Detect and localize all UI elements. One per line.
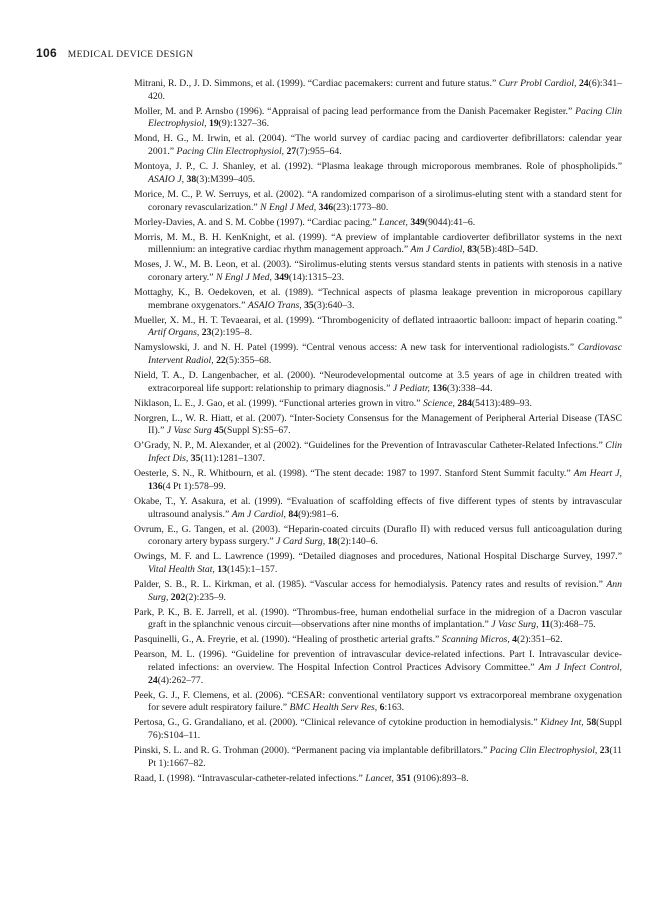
reference-volume: 351 bbox=[396, 772, 411, 784]
reference-journal: Vital Health Stat, bbox=[148, 563, 215, 575]
reference-volume: 23 bbox=[599, 745, 610, 757]
reference-volume: 136 bbox=[148, 480, 163, 492]
reference-journal: Am J Cardiol, bbox=[231, 508, 286, 520]
reference-journal: Pacing Clin Electrophysiol, bbox=[489, 745, 598, 757]
reference-pages: (5413):489–93. bbox=[471, 397, 532, 409]
reference-text: Niklason, L. E., J. Gao, et al. (1999). “Functional arteries grown in vitro.” bbox=[134, 397, 423, 409]
reference-pages: (2):140–6. bbox=[337, 536, 378, 548]
reference-entry bbox=[134, 496, 622, 521]
reference-journal: Am J Cardiol, bbox=[410, 244, 465, 256]
reference-text: Owings, M. F. and L. Lawrence (1999). “Detailed diagnoses and procedures, National Hospital Discharge Survey, 1997.” bbox=[134, 551, 622, 563]
reference-entry bbox=[134, 468, 622, 493]
reference-journal: Curr Probl Cardiol, bbox=[498, 78, 577, 89]
reference-volume: 284 bbox=[457, 397, 472, 409]
reference-pages: (3):468–75. bbox=[550, 619, 596, 631]
reference-pages: (3):640–3. bbox=[313, 299, 355, 311]
reference-journal: Pacing Clin Electrophysiol, bbox=[176, 146, 285, 158]
reference-text: Namyslowski, J. and N. H. Patel (1999). “Central venous access: A new task for interventional radiologists.” bbox=[134, 342, 578, 354]
reference-volume: 84 bbox=[288, 508, 299, 520]
reference-text: Ovrum, E., G. Tangen, et al. (2003). “Heparin-coated circuits (Duraflo II) with reduced versus full anticoagulation during coronary artery bypass surgery.” bbox=[134, 523, 622, 548]
reference-text: Morley-Davies, A. and S. M. Cobbe (1997). “Cardiac pacing.” bbox=[134, 216, 380, 228]
reference-volume: 19 bbox=[208, 118, 219, 130]
reference-volume: 35 bbox=[304, 299, 314, 311]
reference-pages: (4 Pt 1):578–99. bbox=[162, 480, 226, 492]
reference-entry bbox=[134, 315, 622, 340]
reference-pages: (Suppl 76):S104–11. bbox=[148, 717, 623, 742]
reference-journal: N Engl J Med, bbox=[260, 201, 317, 213]
reference-volume: 202 bbox=[170, 591, 186, 603]
reference-volume: 136 bbox=[432, 382, 447, 394]
reference-entry bbox=[134, 189, 622, 214]
reference-pages: :163. bbox=[384, 702, 405, 714]
reference-text: Pinski, S. L. and R. G. Trohman (2000). “Permanent pacing via implantable defibrillators.” bbox=[134, 745, 490, 757]
reference-entry bbox=[134, 217, 622, 230]
reference-pages: (14):1315–23. bbox=[288, 271, 345, 283]
reference-entry bbox=[134, 161, 622, 186]
reference-volume: 346 bbox=[318, 201, 334, 213]
reference-entry bbox=[134, 106, 622, 131]
reference-pages: (6):341–420. bbox=[148, 78, 623, 102]
reference-pages: (5):355–68. bbox=[225, 355, 272, 367]
reference-journal: Am J Infect Control, bbox=[538, 662, 622, 674]
reference-text: Morris, M. M., B. H. KenKnight, et al. (1999). “A preview of implantable cardioverter defibrillator systems in the next millennium: an integrative cardiac rhythm management approach.” bbox=[134, 231, 622, 256]
reference-journal: Ann Surg, bbox=[148, 578, 622, 603]
reference-journal: Kidney Int, bbox=[540, 717, 584, 729]
reference-text: Pasquinelli, G., A. Freyrie, et al. (1990). “Healing of prosthetic arterial grafts.” bbox=[134, 634, 442, 646]
reference-volume: 22 bbox=[216, 355, 226, 367]
reference-pages: (Suppl S):S5–67. bbox=[223, 425, 291, 437]
running-head: MEDICAL DEVICE DESIGN bbox=[67, 50, 194, 60]
reference-volume: 45 bbox=[214, 425, 224, 437]
reference-entry bbox=[134, 232, 622, 257]
reference-journal: ASAIO J, bbox=[148, 173, 185, 185]
reference-entry bbox=[134, 370, 622, 395]
reference-pages: (7):955–64. bbox=[296, 146, 342, 158]
reference-volume: 83 bbox=[467, 244, 477, 256]
reference-entry bbox=[134, 607, 622, 632]
reference-entry bbox=[134, 133, 622, 158]
reference-volume: 13 bbox=[217, 563, 227, 575]
page-header bbox=[36, 46, 193, 60]
reference-text: Okabe, T., Y. Asakura, et al. (1999). “Evaluation of scaffolding effects of five different types of stents by intravascular ultrasound analysis.” bbox=[134, 495, 622, 520]
reference-journal: Cardiovasc Intervent Radiol, bbox=[148, 342, 622, 367]
reference-pages: (4):262–77. bbox=[157, 674, 204, 686]
reference-pages: (9106):893–8. bbox=[410, 772, 469, 784]
reference-pages: (3):338–44. bbox=[446, 382, 493, 394]
reference-volume: 58 bbox=[586, 717, 597, 729]
reference-text: Park, P. K., B. E. Jarrell, et al. (1990). “Thrombus-free, human endothelial surface in the midregion of a Dacron vascular graft in the splanchnic venous circuit—observations after nine months of implantation.” bbox=[134, 606, 622, 631]
reference-text: Mitrani, R. D., J. D. Simmons, et al. (1999). “Cardiac pacemakers: current and future status.” bbox=[134, 78, 499, 89]
reference-entry bbox=[134, 259, 622, 284]
reference-pages: (5B):48D–54D. bbox=[476, 244, 539, 256]
reference-volume: 349 bbox=[274, 271, 289, 283]
reference-journal: Lancet, bbox=[365, 772, 394, 784]
reference-pages: (11 Pt 1):1667–82. bbox=[148, 745, 622, 769]
reference-entry bbox=[134, 398, 622, 411]
reference-text: Raad, I. (1998). “Intravascular-catheter-related infections.” bbox=[134, 772, 366, 784]
reference-entry bbox=[134, 690, 622, 715]
reference-entry bbox=[134, 78, 622, 103]
reference-entry bbox=[134, 342, 622, 367]
reference-volume: 27 bbox=[286, 146, 297, 158]
reference-volume: 24 bbox=[148, 674, 158, 686]
reference-journal: Artif Organs, bbox=[148, 327, 200, 339]
reference-entry bbox=[134, 551, 622, 576]
reference-pages: (145):1–157. bbox=[226, 563, 278, 575]
reference-journal: Science, bbox=[422, 397, 455, 409]
reference-entry bbox=[134, 649, 622, 687]
reference-journal: Lancet, bbox=[379, 216, 408, 228]
reference-pages: (2):351–62. bbox=[517, 634, 563, 646]
reference-journal: Pacing Clin Electrophysiol, bbox=[148, 105, 622, 130]
reference-journal: Clin Infect Dis, bbox=[148, 440, 622, 465]
reference-pages: (11):1281–1307. bbox=[200, 453, 265, 465]
reference-journal: J Card Surg, bbox=[276, 536, 326, 548]
reference-journal: N Engl J Med, bbox=[215, 271, 272, 283]
reference-volume: 18 bbox=[327, 536, 338, 548]
reference-text: Mond, H. G., M. Irwin, et al. (2004). “The world survey of cardiac pacing and cardioverter defibrillators: calendar year 2001.” bbox=[134, 133, 622, 158]
reference-text: Mueller, X. M., H. T. Tevaearai, et al. (1999). “Thrombogenicity of deflated intraaortic balloon: impact of heparin coating.” bbox=[134, 314, 622, 326]
reference-entry bbox=[134, 717, 622, 742]
reference-text: Palder, S. B., R. L. Kirkman, et al. (1985). “Vascular access for hemodialysis. Patency rates and results of revision.” bbox=[134, 578, 607, 590]
reference-volume: 4 bbox=[512, 634, 518, 646]
reference-text: Montoya, J. P., C. J. Shanley, et al. (1992). “Plasma leakage through microporous membranes. Role of phospholipids.” bbox=[134, 161, 622, 173]
reference-journal: J Pediatr, bbox=[392, 382, 430, 394]
reference-volume: 24 bbox=[578, 78, 589, 89]
reference-text: Oesterle, S. N., R. Whitbourn, et al. (1998). “The stent decade: 1987 to 1997. Stanford Stent Summit faculty.” bbox=[134, 468, 574, 480]
reference-pages: (9):1327–36. bbox=[218, 118, 269, 130]
reference-text: Pearson, M. L. (1996). “Guideline for prevention of intravascular device-related infections. Part I. Intravascular device-related infections: an overview. The Hospital Infection Control Practices Advisory Committee.” bbox=[134, 649, 622, 674]
reference-journal: BMC Health Serv Res, bbox=[289, 702, 378, 714]
reference-volume: 349 bbox=[410, 216, 425, 228]
reference-text: Peek, G. J., F. Clemens, et al. (2006). “CESAR: conventional ventilatory support vs extracorporeal membrane oxygenation for severe adult respiratory failure.” bbox=[134, 689, 622, 714]
reference-journal: J Vasc Surg bbox=[166, 425, 212, 437]
reference-text: Morice, M. C., P. W. Serruys, et al. (2002). “A randomized comparison of a sirolimus-eluting stent with a standard stent for coronary revascularization.” bbox=[134, 188, 622, 213]
reference-entry bbox=[134, 287, 622, 312]
reference-entry bbox=[134, 413, 622, 438]
reference-journal: J Vasc Surg, bbox=[491, 619, 539, 631]
reference-pages: (9):981–6. bbox=[298, 508, 339, 520]
reference-pages: (9044):41–6. bbox=[424, 216, 476, 228]
reference-text: Moller, M. and P. Arnsbo (1996). “Appraisal of pacing lead performance from the Danish Pacemaker Register.” bbox=[134, 105, 576, 117]
reference-text: O’Grady, N. P., M. Alexander, et al (2002). “Guidelines for the Prevention of Intravascular Catheter-Related Infections.” bbox=[134, 440, 606, 452]
reference-entry bbox=[134, 773, 622, 786]
reference-entry bbox=[134, 579, 622, 604]
reference-pages: (2):195–8. bbox=[211, 327, 253, 339]
reference-volume: 35 bbox=[190, 453, 201, 465]
reference-volume: 23 bbox=[201, 327, 212, 339]
reference-volume: 11 bbox=[540, 619, 551, 631]
reference-text: Pertosa, G., G. Grandaliano, et al. (2000). “Clinical relevance of cytokine production in hemodialysis.” bbox=[134, 717, 541, 729]
reference-entry bbox=[134, 524, 622, 549]
reference-entry bbox=[134, 634, 622, 647]
reference-list bbox=[134, 78, 622, 788]
reference-pages: (3):M399–405. bbox=[196, 173, 256, 185]
reference-text: Norgren, L., W. R. Hiatt, et al. (2007). “Inter-Society Consensus for the Management of Peripheral Arterial Disease (TASC II).” bbox=[134, 412, 622, 437]
reference-pages: (2):235–9. bbox=[185, 591, 226, 603]
reference-volume: 38 bbox=[186, 173, 197, 185]
page-number: 106 bbox=[36, 46, 57, 60]
reference-volume: 6 bbox=[379, 702, 385, 714]
reference-pages: (23):1773–80. bbox=[333, 201, 389, 213]
reference-journal: ASAIO Trans, bbox=[247, 299, 302, 311]
reference-journal: Am Heart J, bbox=[573, 468, 622, 480]
reference-text: Moses, J. W., M. B. Leon, et al. (2003). “Sirolimus-eluting stents versus standard stents in patients with stenosis in a native coronary artery.” bbox=[134, 259, 622, 283]
reference-text: Nield, T. A., D. Langenbacher, et al. (2000). “Neurodevelopmental outcome at 3.5 years of age in children treated with extracorporeal life support: relationship to primary diagnosis.” bbox=[134, 370, 622, 394]
reference-entry bbox=[134, 745, 622, 770]
reference-entry bbox=[134, 440, 622, 465]
reference-text: Mottaghy, K., B. Oedekoven, et al. (1989). “Technical aspects of plasma leakage prevention in microporous capillary membrane oxygenators.” bbox=[134, 286, 622, 311]
reference-journal: Scanning Micros, bbox=[441, 634, 510, 646]
